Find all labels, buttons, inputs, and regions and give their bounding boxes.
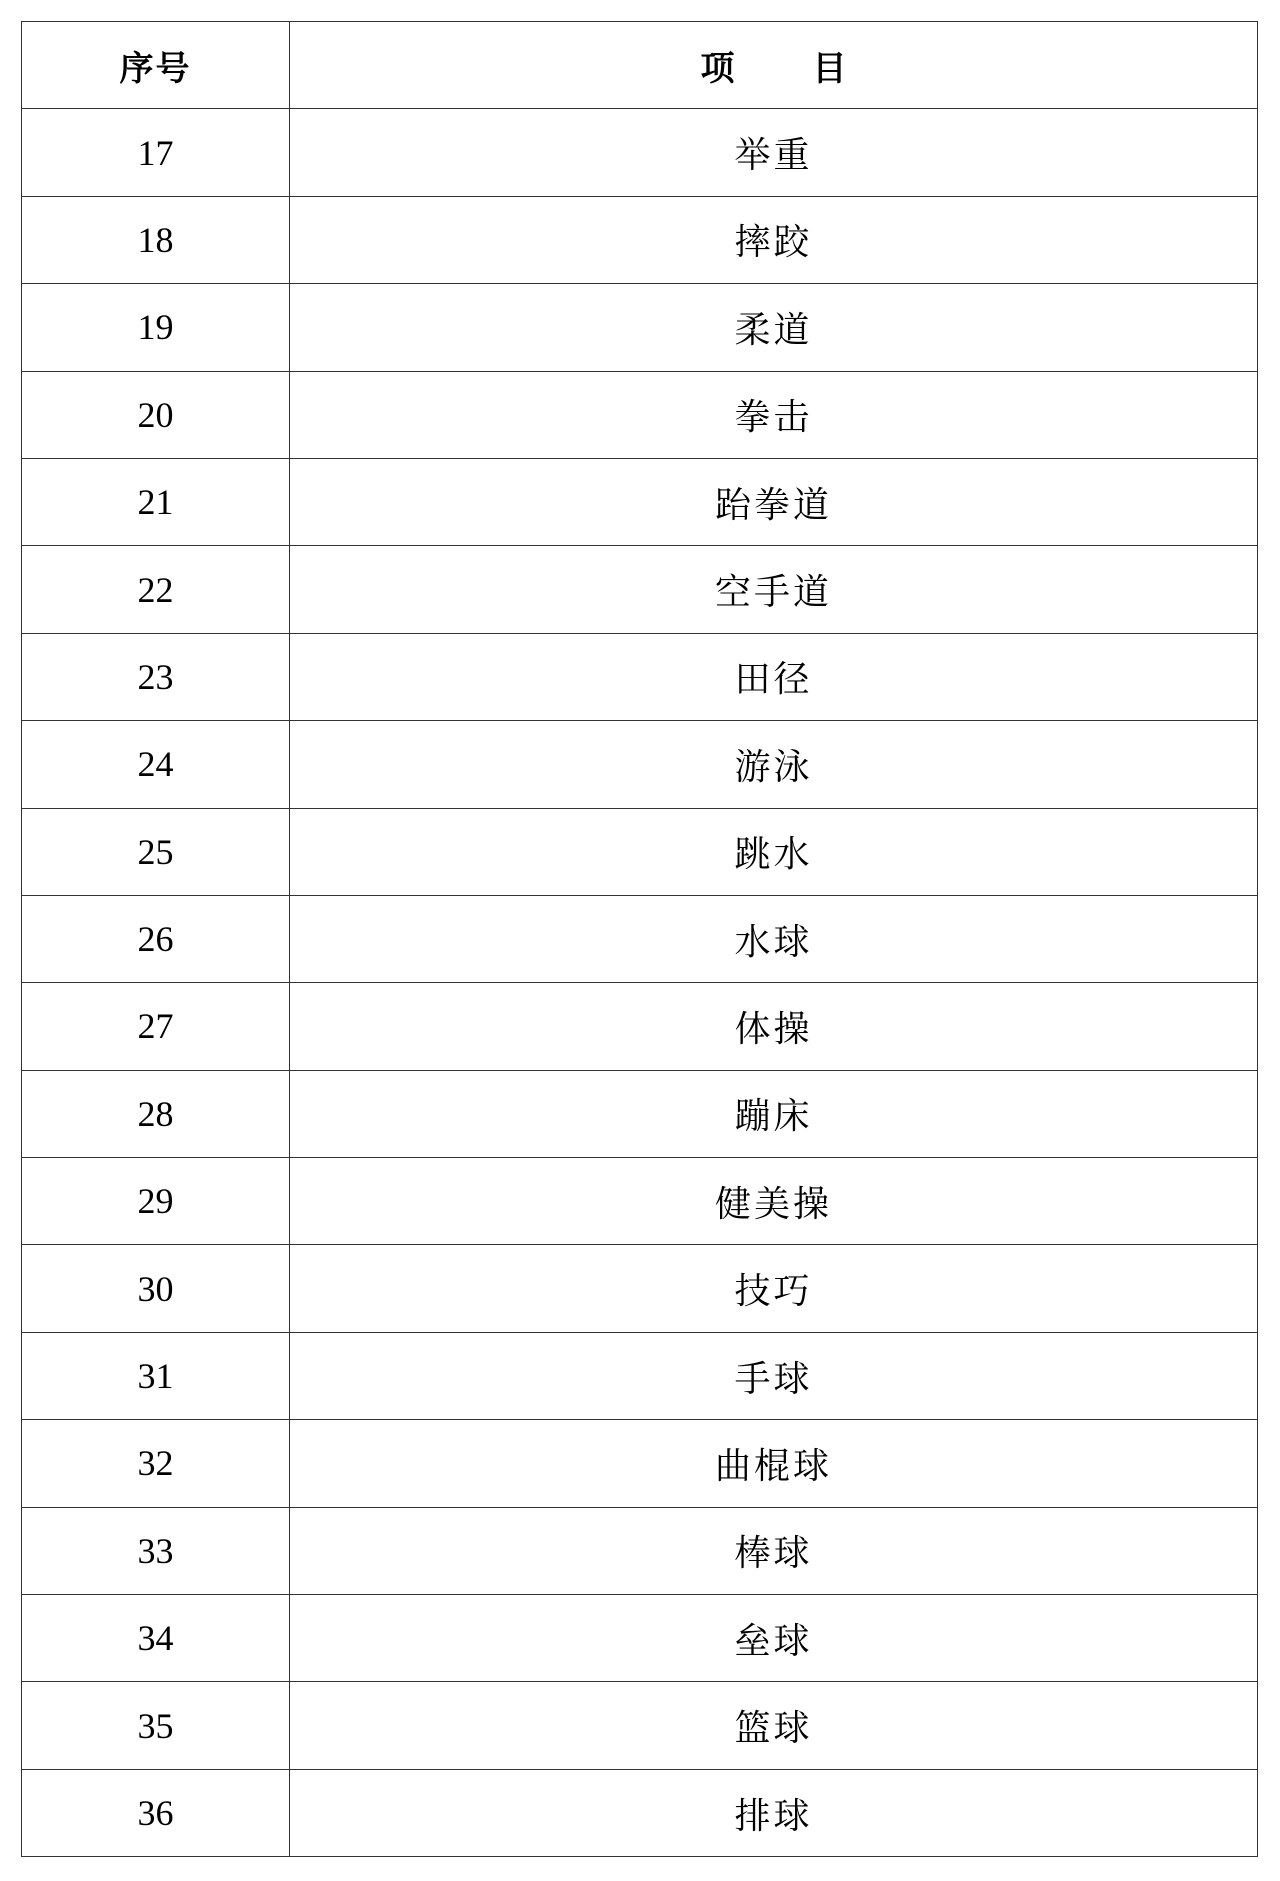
row-number: 32	[22, 1420, 290, 1507]
header-item	[290, 22, 1258, 109]
row-number: 33	[22, 1507, 290, 1594]
table-row	[22, 1070, 1258, 1157]
header-number: 序号	[22, 22, 290, 109]
table-row	[22, 546, 1258, 633]
row-number: 29	[22, 1158, 290, 1245]
table-row	[22, 1507, 1258, 1594]
row-item: 跳水	[290, 808, 1258, 895]
row-item: 健美操	[290, 1158, 1258, 1245]
row-number: 25	[22, 808, 290, 895]
table-row	[22, 196, 1258, 283]
row-item: 跆拳道	[290, 458, 1258, 545]
row-item: 柔道	[290, 284, 1258, 371]
row-number: 26	[22, 895, 290, 982]
table-row	[22, 1769, 1258, 1856]
row-item: 手球	[290, 1332, 1258, 1419]
row-number: 36	[22, 1769, 290, 1856]
row-number: 23	[22, 633, 290, 720]
row-number: 31	[22, 1332, 290, 1419]
row-item: 空手道	[290, 546, 1258, 633]
table-row	[22, 109, 1258, 196]
row-item: 排球	[290, 1769, 1258, 1856]
row-item: 曲棍球	[290, 1420, 1258, 1507]
table-row	[22, 721, 1258, 808]
row-number: 30	[22, 1245, 290, 1332]
row-item: 蹦床	[290, 1070, 1258, 1157]
row-number: 22	[22, 546, 290, 633]
table-body	[22, 109, 1258, 1857]
table-row	[22, 1595, 1258, 1682]
table-row	[22, 1245, 1258, 1332]
row-item: 拳击	[290, 371, 1258, 458]
row-item: 摔跤	[290, 196, 1258, 283]
table-row	[22, 284, 1258, 371]
row-number: 28	[22, 1070, 290, 1157]
table-row	[22, 633, 1258, 720]
row-item: 水球	[290, 895, 1258, 982]
row-number: 24	[22, 721, 290, 808]
table-row	[22, 1420, 1258, 1507]
row-number: 18	[22, 196, 290, 283]
row-item: 举重	[290, 109, 1258, 196]
row-item: 技巧	[290, 1245, 1258, 1332]
row-item: 篮球	[290, 1682, 1258, 1769]
table-header-row	[22, 22, 1258, 109]
row-number: 17	[22, 109, 290, 196]
table-row	[22, 371, 1258, 458]
row-item: 棒球	[290, 1507, 1258, 1594]
row-number: 20	[22, 371, 290, 458]
table-row	[22, 1682, 1258, 1769]
row-number: 21	[22, 458, 290, 545]
row-item: 田径	[290, 633, 1258, 720]
table-row	[22, 1332, 1258, 1419]
row-number: 35	[22, 1682, 290, 1769]
row-item: 垒球	[290, 1595, 1258, 1682]
table-row	[22, 895, 1258, 982]
sports-items-table	[21, 21, 1258, 1857]
row-number: 27	[22, 983, 290, 1070]
header-item-char-1: 项	[700, 48, 735, 89]
row-item: 游泳	[290, 721, 1258, 808]
row-number: 19	[22, 284, 290, 371]
row-number: 34	[22, 1595, 290, 1682]
row-item: 体操	[290, 983, 1258, 1070]
header-item-char-2: 目	[812, 48, 847, 89]
table-row	[22, 983, 1258, 1070]
table-row	[22, 808, 1258, 895]
table-row	[22, 1158, 1258, 1245]
table-row	[22, 458, 1258, 545]
